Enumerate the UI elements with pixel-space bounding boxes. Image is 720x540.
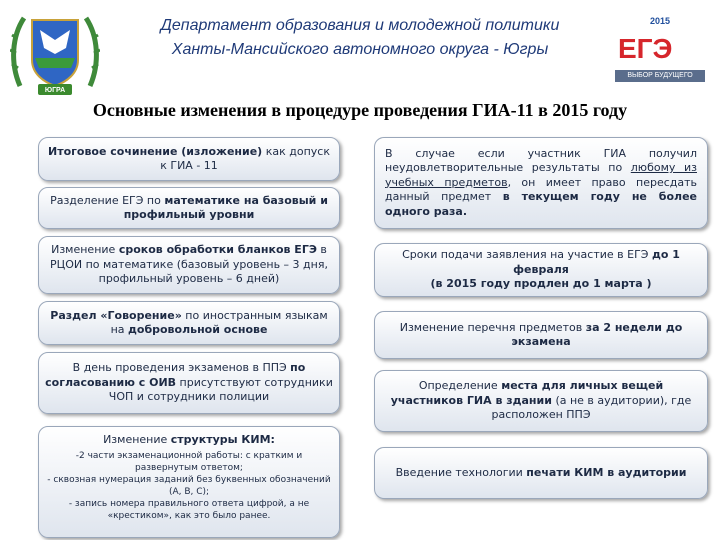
box-text: Изменение перечня предметов [399,320,586,334]
header-line-2: Ханты-Мансийского автономного округа - Югры [171,41,549,58]
box-text [45,243,333,287]
box-text: Изменение [103,433,171,446]
deadline-extension: (в 2015 году продлен до 1 марта ) [430,277,652,291]
kim-item-3: - запись номера правильного ответа цифрой, а не «крестиком», как это было ранее. [68,498,310,521]
deadline-strong: до 1 февраля [513,248,680,276]
box-text: добровольной основе [128,323,268,336]
page-title: Основные изменения в процедуре проведения ГИА-11 в 2015 году [92,100,628,120]
change-box-kim-printing [374,447,708,499]
box-text: , он имеет право пересдать данный предмет [385,175,697,204]
box-text: В день проведения экзаменов в ППЭ [72,361,291,375]
change-box-retake [374,137,708,229]
change-box-processing [38,236,340,294]
department-header [110,14,610,62]
kim-structure-strong: структуры КИМ: [170,433,275,446]
box-text: Сроки подачи заявления на участие в ЕГЭ [402,248,652,262]
kim-item-1: -2 части экзаменационной работы: с кратким и развернутым ответом; [75,450,303,473]
change-box-personal-items [374,370,708,432]
box-text: Изменение [51,243,119,257]
box-text [381,321,701,350]
emblem-label: ЮГРА [44,87,66,94]
box-text: в РЦОИ по математике (базовый уровень – 3 дня, профильный уровень – 6 дней) [50,243,328,286]
essay-strong: Итоговое сочинение (изложение) [48,144,263,158]
change-box-subject-list [374,311,708,359]
ege-year: 2015 [650,16,671,26]
box-text [45,433,333,448]
essay-text: как допуск к ГИА - 11 [160,144,330,172]
box-text [45,309,333,338]
kim-item-2: - сквозная нумерация заданий без буквенных обозначений (А, В, С); [47,474,331,497]
box-text: Определение [418,379,502,393]
math-strong: математике на базовый и профильный уровни [123,193,328,221]
change-box-math-levels [38,187,340,229]
box-text [381,277,701,292]
change-box-essay [38,137,340,181]
box-text [385,147,697,220]
box-text: присутствуют сотрудники ЧОП и сотрудники полиции [108,375,333,404]
box-text: В случае если участник ГИА получил неудовлетворительные результаты по [385,146,697,175]
change-box-security [38,352,340,414]
box-text [381,379,701,423]
change-box-speaking [38,301,340,345]
box-text [381,248,701,277]
speaking-strong: Раздел «Говорение» [50,308,182,322]
subject-list-strong: за 2 недели до экзамена [511,320,683,348]
box-text [45,361,333,405]
ege-text: ЕГЭ [618,33,673,64]
box-text: по иностранным языкам на [110,308,328,336]
change-box-kim-structure [38,426,340,538]
header-line-1: Департамент образования и молодежной политики [160,17,560,34]
box-text: (а не в аудитории), где расположен ППЭ [491,393,692,422]
processing-strong: сроков обработки бланков ЕГЭ [118,243,317,257]
box-text [45,145,333,174]
box-text [45,194,333,223]
retake-underlined: любому из учебных предметов [385,161,697,189]
ege-logo-icon [612,10,712,70]
box-text [381,466,701,481]
personal-items-strong: места для личных вещей участников ГИА в здании [390,379,664,407]
kim-printing-strong: печати КИМ в аудитории [526,465,687,479]
retake-strong: в текущем году не более одного раза. [385,190,697,218]
ege-slogan: ВЫБОР БУДУЩЕГО [615,70,705,82]
math-text: Разделение ЕГЭ по [50,193,165,207]
box-text: Введение технологии [395,465,527,479]
security-strong: по согласованию с ОИВ [45,361,306,389]
change-box-application-deadline [374,243,708,297]
